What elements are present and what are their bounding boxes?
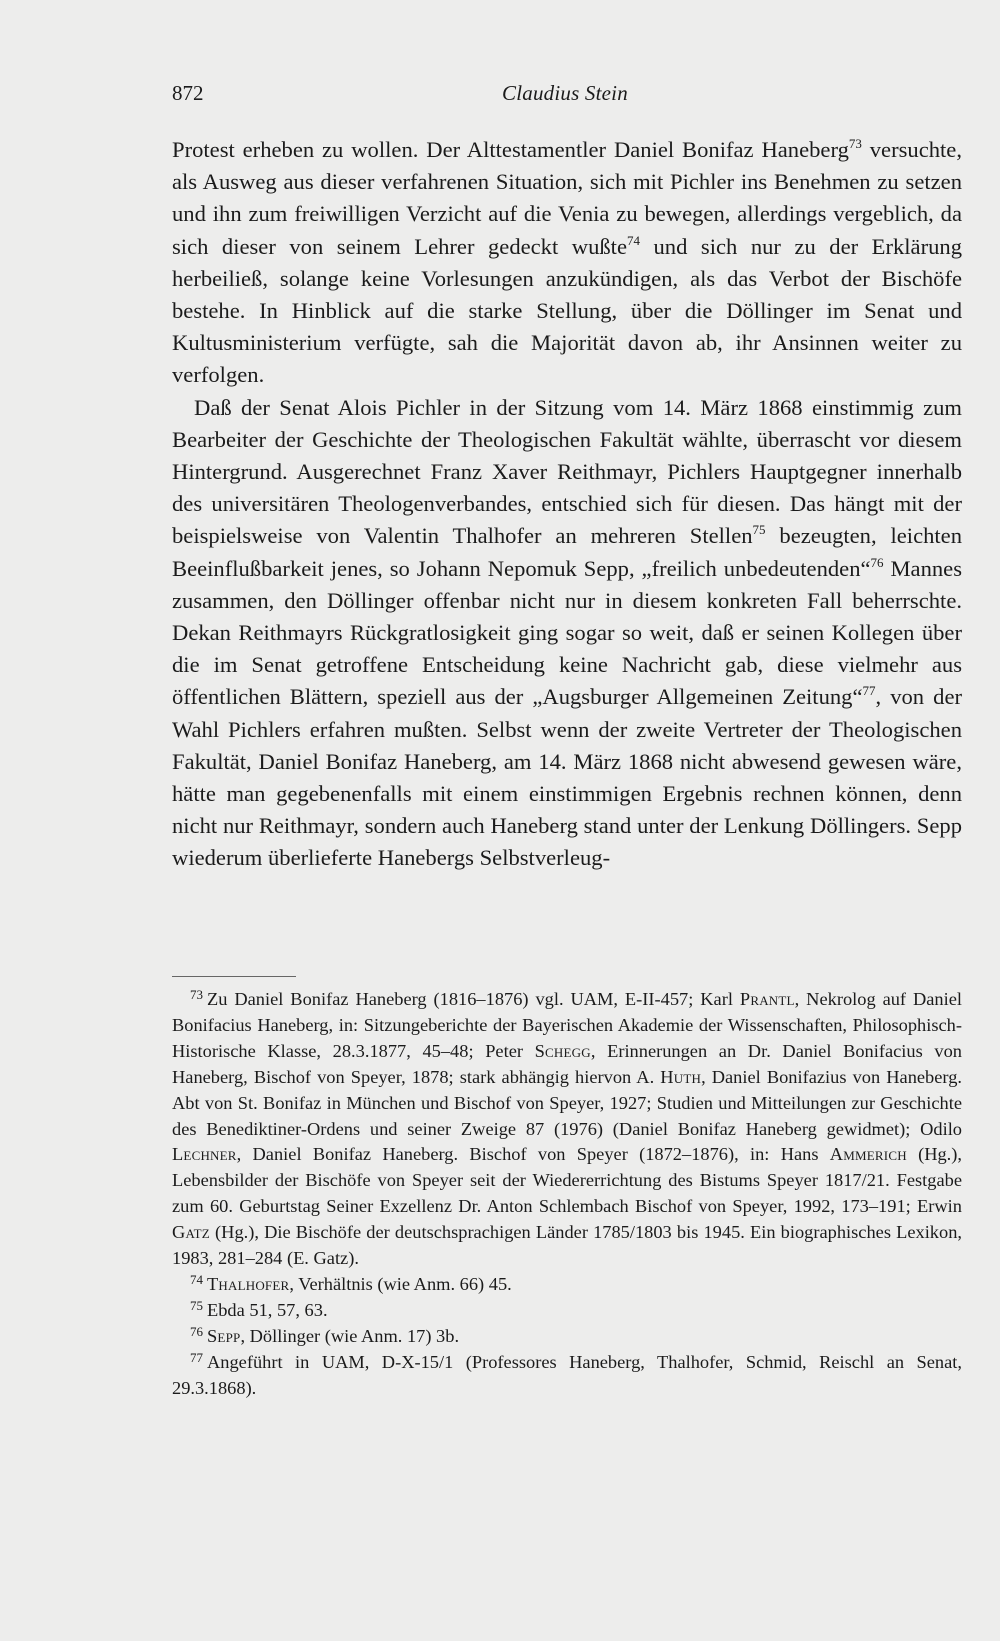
footnote-73-text-1: Zu Daniel Bonifaz Haneberg (1816–1876) vgl. UAM, E-II-457; Karl (207, 989, 740, 1009)
paragraph-1-text-2: versuchte, als Ausweg aus dieser verfahrenen Situation, sich mit Pichler ins Benehmen zu setzen und ihn zum freiwilligen Verzicht auf die Venia zu bewegen, allerdings vergeblich, da sich dieser von seinem Lehrer gedeckt wußte (172, 137, 962, 259)
paragraph-2 (172, 392, 962, 875)
author-gatz: Gatz (172, 1222, 210, 1243)
footnote-77-text: Angeführt in UAM, D-X-15/1 (Professores Haneberg, Thalhofer, Schmid, Reischl an Senat, 29.3.1868). (172, 1351, 962, 1398)
author-schegg: Schegg (534, 1040, 591, 1061)
footnote-ref-76: 76 (870, 554, 884, 570)
author-huth: Huth (660, 1066, 702, 1087)
footnote-number: 75 (190, 1297, 203, 1313)
footnotes (172, 987, 962, 1402)
footnote-73-text-5: , Daniel Bonifaz Haneberg. Bischof von Speyer (1872–1876), in: Hans (236, 1144, 830, 1165)
paragraph-2-text-2: bezeugten, leichten Beeinflußbarkeit jenes, so Johann Nepomuk Sepp, „freilich unbedeutenden“ (172, 523, 962, 581)
main-text (172, 134, 962, 875)
footnote-number: 73 (190, 987, 203, 1002)
footnote-73 (172, 987, 962, 1272)
author-prantl: Prantl (739, 989, 795, 1009)
paragraph-1-text-1: Protest erheben zu wollen. Der Alttestamentler Daniel Bonifaz Haneberg (172, 137, 849, 162)
footnote-separator (172, 976, 296, 977)
footnote-77 (172, 1350, 962, 1402)
footnote-76-text: , Döllinger (wie Anm. 17) 3b. (240, 1325, 460, 1346)
footnote-73-text-6: (Hg.), Lebensbilder der Bischöfe von Speyer seit der Wiedererrichtung des Bistums Speyer 1817/21. Festgabe zum 60. Geburtstag Seiner Exzellenz Dr. Anton Schlembach Bischof von Speyer, 1992, 173–191; Erwin (172, 1144, 962, 1217)
paragraph-2-text-1: Daß der Senat Alois Pichler in der Sitzung vom 14. März 1868 einstimmig zum Bearbeiter der Geschichte der Theologischen Fakultät wählte, überrascht vor diesem Hintergrund. Ausgerechnet Franz Xaver Reithmayr, Pichlers Hauptgegner innerhalb des universitären Theologenverbandes, entschied sich für diesen. Das hängt mit der beispielsweise von Valentin Thalhofer an mehreren Stellen (172, 394, 962, 549)
footnote-ref-73: 73 (848, 136, 862, 151)
footnote-73-text-2: , Nekrolog auf Daniel Bonifacius Haneberg, in: Sitzungeberichte der Bayerischen Akademie der Wissenschaften, Philosophisch-Historische Klasse, 28.3.1877, 45–48; Peter (172, 989, 962, 1061)
footnote-ref-77: 77 (862, 683, 876, 699)
footnote-number: 77 (190, 1349, 203, 1365)
author-thalhofer: Thalhofer (207, 1273, 290, 1294)
author-lechner: Lechner (172, 1144, 237, 1165)
author-ammerich: Ammerich (829, 1144, 907, 1165)
page-header (172, 76, 962, 110)
footnote-ref-74: 74 (627, 232, 640, 248)
footnote-74-text: , Verhältnis (wie Anm. 66) 45. (289, 1273, 512, 1294)
footnote-73-text-4: , Daniel Bonifazius von Haneberg. Abt von St. Bonifaz in München und Bischof von Speyer, 1927; Studien und Mitteilungen zur Geschichte des Benediktiner-Ordens und seiner Zweige 87 (1976) (Daniel Bonifaz Haneberg gewidmet); Odilo (172, 1066, 962, 1139)
paragraph-2-text-3: Mannes zusammen, den Döllinger offenbar nicht nur in diesem konkreten Fall beherrschte. Dekan Reithmayrs Rückgratlosigkeit ging sogar so weit, daß er seinen Kollegen über die im Senat getroffene Entscheidung keine Nachricht gab, diese vielmehr aus öffentlichen Blättern, speziell aus der „Augsburger Allgemeinen Zeitung“ (172, 555, 962, 710)
footnote-75 (172, 1298, 962, 1324)
footnote-number: 76 (190, 1323, 203, 1339)
footnote-73-text-3: , Erinnerungen an Dr. Daniel Bonifacius von Haneberg, Bischof von Speyer, 1878; stark abhängig hiervon A. (172, 1040, 962, 1087)
author-sepp: Sepp (207, 1325, 241, 1346)
footnote-ref-75: 75 (752, 522, 766, 538)
paragraph-1-text-3: und sich nur zu der Erklärung herbeiließ, solange keine Vorlesungen anzukündigen, als das Verbot der Bischöfe bestehe. In Hinblick auf die starke Stellung, über die Döllinger im Senat und Kultusministerium verfügte, sah die Majorität davon ab, ihr Ansinnen weiter zu verfolgen. (172, 233, 963, 388)
paragraph-2-text-4: , von der Wahl Pichlers erfahren mußten. Selbst wenn der zweite Vertreter der Theologischen Fakultät, Daniel Bonifaz Haneberg, am 14. März 1868 nicht abwesend gewesen wäre, hätte man gegebenenfalls mit einem einstimmigen Ergebnis rechnen können, denn nicht nur Reithmayr, sondern auch Haneberg stand unter der Lenkung Döllingers. Sepp wiederum überlieferte Hanebergs Selbstverleug- (172, 684, 962, 871)
page-number: 872 (172, 81, 204, 105)
footnote-number: 74 (190, 1271, 203, 1287)
footnote-74 (172, 1272, 962, 1298)
footnote-73-text-7: (Hg.), Die Bischöfe der deutschsprachigen Länder 1785/1803 bis 1945. Ein biographisches Lexikon, 1983, 281–284 (E. Gatz). (172, 1222, 962, 1269)
paragraph-1 (172, 134, 962, 392)
running-head-author: Claudius Stein (502, 81, 628, 105)
footnote-76 (172, 1324, 962, 1350)
footnote-75-text: Ebda 51, 57, 63. (207, 1299, 328, 1320)
